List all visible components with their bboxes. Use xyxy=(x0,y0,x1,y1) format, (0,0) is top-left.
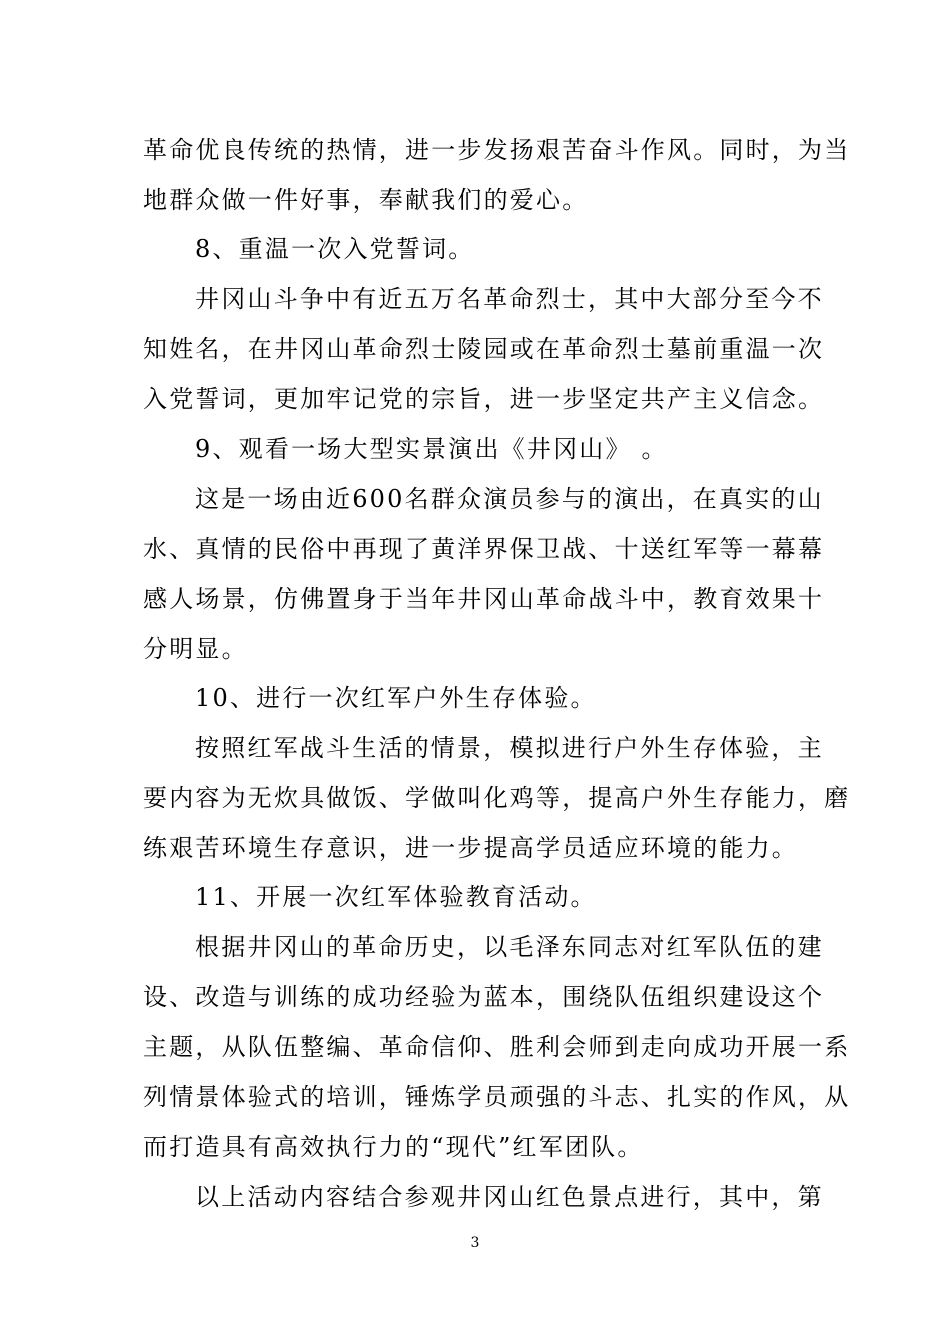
body-text-line: 水、真情的民俗中再现了黄洋界保卫战、十送红军等一幕幕 xyxy=(143,535,825,563)
body-text-line: 感人场景，仿佛置身于当年井冈山革命战斗中，教育效果十 xyxy=(143,585,825,613)
body-text-line: 知姓名，在井冈山革命烈士陵园或在革命烈士墓前重温一次 xyxy=(143,335,825,363)
body-text-line: 地群众做一件好事，奉献我们的爱心。 xyxy=(143,186,589,214)
body-text-line: 根据井冈山的革命历史，以毛泽东同志对红军队伍的建 xyxy=(195,933,824,961)
section-heading: 8、重温一次入党誓词。 xyxy=(195,235,475,263)
body-text-line: 以上活动内容结合参观井冈山红色景点进行，其中，第 xyxy=(195,1183,824,1211)
body-text-line: 井冈山斗争中有近五万名革命烈士，其中大部分至今不 xyxy=(195,285,824,313)
section-heading: 10、进行一次红军户外生存体验。 xyxy=(195,684,597,712)
body-text-line: 要内容为无炊具做饭、学做叫化鸡等，提高户外生存能力，磨 xyxy=(143,784,851,812)
body-text-line: 分明显。 xyxy=(143,635,248,663)
body-text-line: 列情景体验式的培训，锤炼学员顽强的斗志、扎实的作风，从 xyxy=(143,1083,851,1111)
section-heading: 11、开展一次红军体验教育活动。 xyxy=(195,883,597,911)
body-text-line: 设、改造与训练的成功经验为蓝本，围绕队伍组织建设这个 xyxy=(143,983,825,1011)
body-text-line: 练艰苦环境生存意识，进一步提高学员适应环境的能力。 xyxy=(143,834,798,862)
body-text-line: 主题，从队伍整编、革命信仰、胜利会师到走向成功开展一系 xyxy=(143,1033,851,1061)
page-number: 3 xyxy=(470,1235,480,1251)
section-heading: 9、观看一场大型实景演出《井冈山》 。 xyxy=(195,435,668,463)
body-text-line: 入党誓词，更加牢记党的宗旨，进一步坚定共产主义信念。 xyxy=(143,385,825,413)
body-text-line: 按照红军战斗生活的情景，模拟进行户外生存体验，主 xyxy=(195,734,824,762)
body-text-line: 革命优良传统的热情，进一步发扬艰苦奋斗作风。同时，为当 xyxy=(143,136,851,164)
body-text-line: 这是一场由近600名群众演员参与的演出，在真实的山 xyxy=(195,485,824,513)
body-text-line: 而打造具有高效执行力的“现代”红军团队。 xyxy=(143,1133,644,1161)
